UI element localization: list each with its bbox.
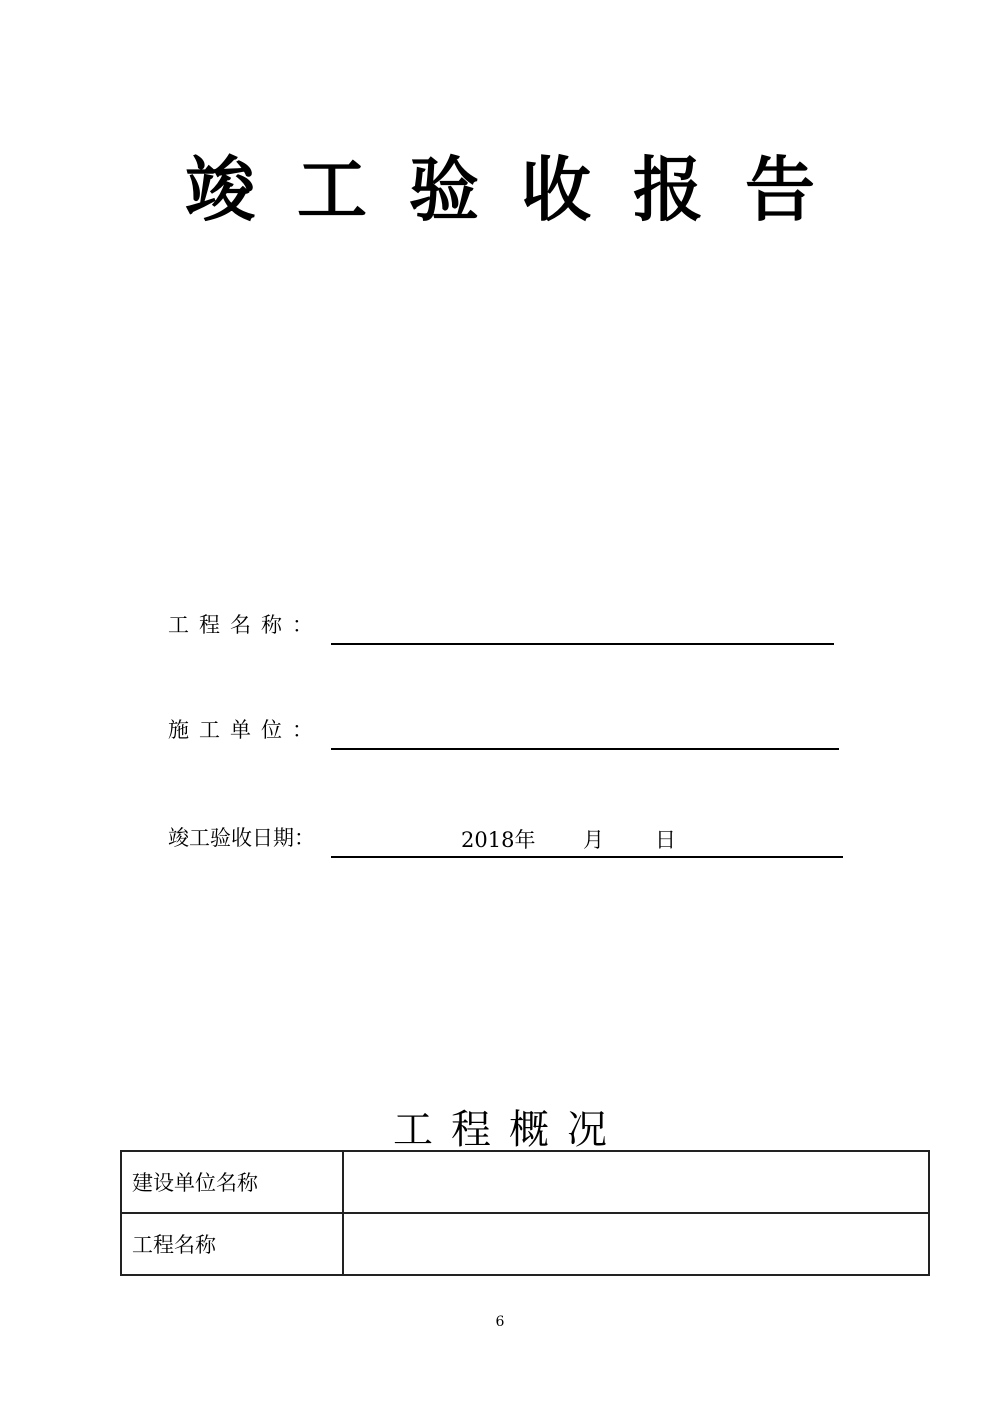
- project-name-field: [168, 605, 838, 645]
- date-year: 2018年: [461, 828, 536, 852]
- report-title: 竣工验收报告: [185, 149, 857, 231]
- overview-table: [120, 1150, 930, 1276]
- overview-title: 工程概况: [393, 1107, 625, 1153]
- completion-date-field: [168, 818, 848, 858]
- table-row: [121, 1151, 929, 1213]
- table-row: [121, 1213, 929, 1275]
- completion-date-label: 竣工验收日期：: [168, 826, 315, 850]
- table-cell-label: 工程名称: [121, 1213, 343, 1275]
- construction-unit-input-line[interactable]: [331, 718, 839, 750]
- construction-unit-field: [168, 710, 843, 750]
- project-name-label: 工程名称：: [168, 613, 323, 637]
- date-day: 日: [655, 828, 676, 852]
- table-cell-label: 建设单位名称: [121, 1151, 343, 1213]
- date-month: 月: [583, 828, 604, 852]
- table-cell-value[interactable]: [343, 1151, 929, 1213]
- page-number: 6: [495, 1314, 505, 1330]
- construction-unit-label: 施工单位：: [168, 718, 323, 742]
- table-cell-value[interactable]: [343, 1213, 929, 1275]
- project-name-input-line[interactable]: [331, 613, 834, 645]
